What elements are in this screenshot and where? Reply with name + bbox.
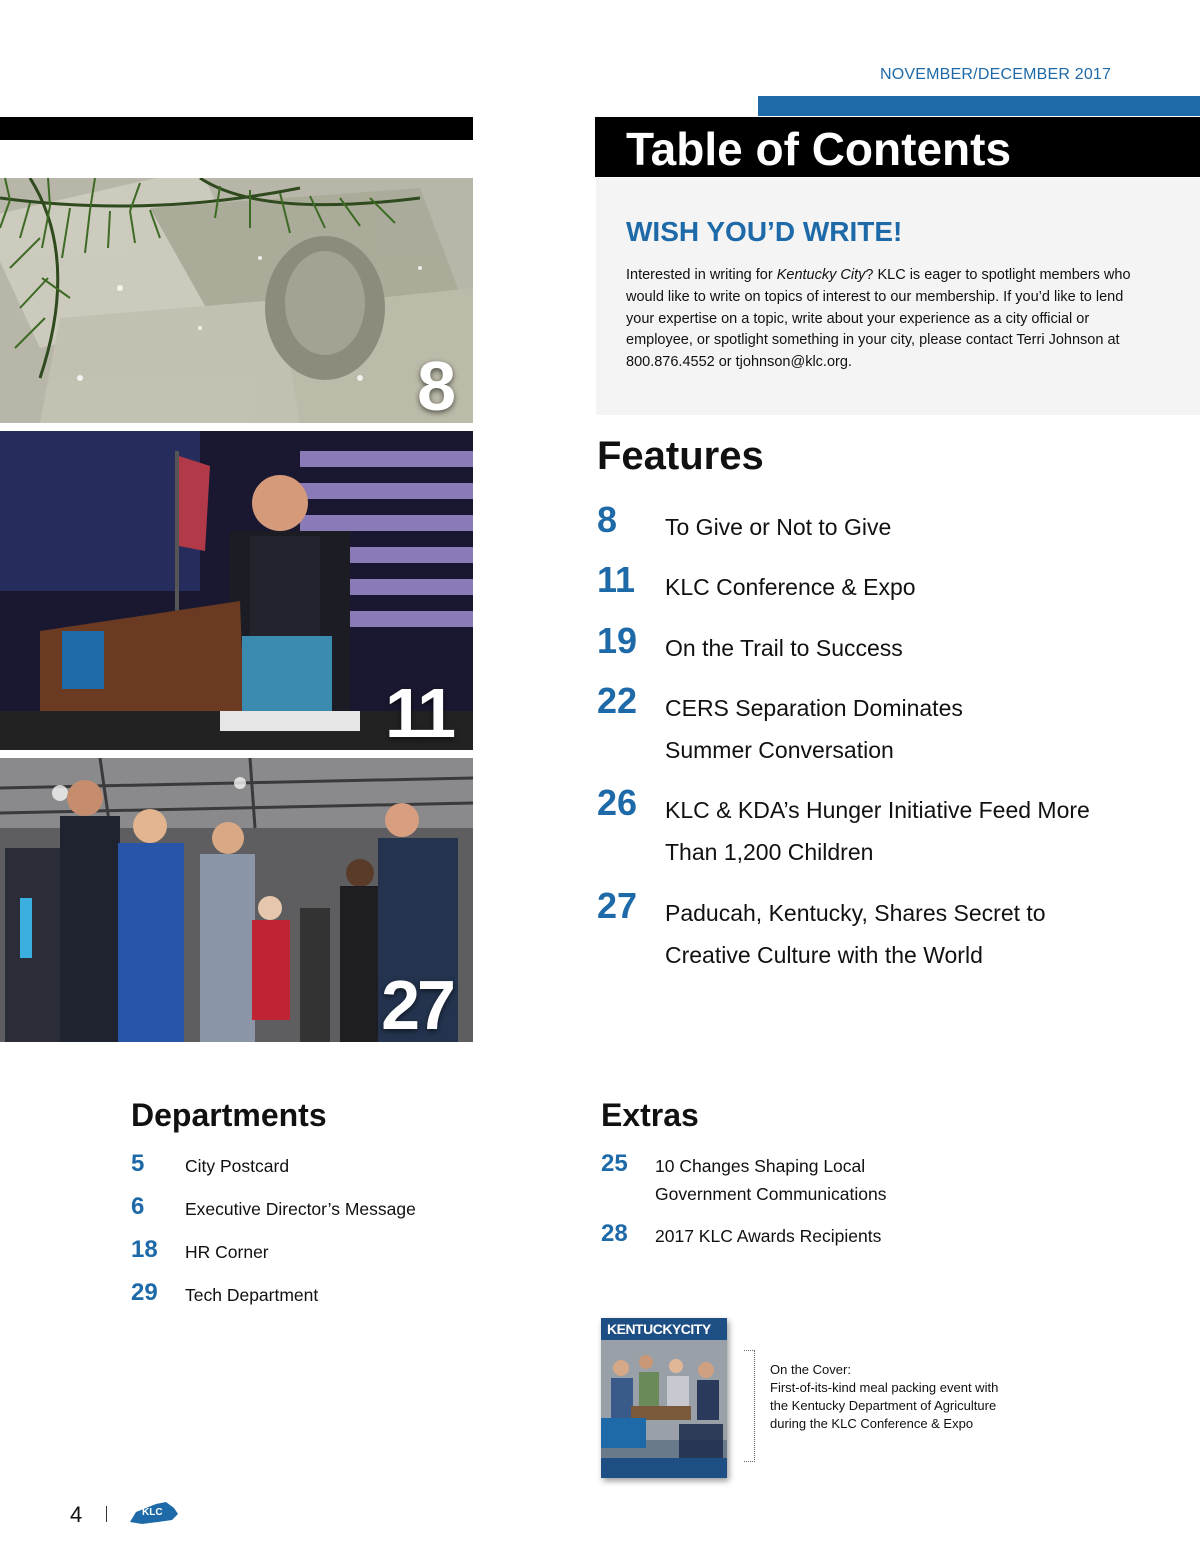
feature-page: 8 bbox=[597, 499, 618, 540]
photo-conference-speaker bbox=[0, 431, 473, 750]
extra-page: 28 bbox=[601, 1220, 628, 1247]
department-page: 29 bbox=[131, 1279, 158, 1306]
extra-page: 25 bbox=[601, 1150, 628, 1177]
features-heading: Features bbox=[597, 434, 764, 478]
left-black-bar bbox=[0, 117, 473, 140]
extra-title-line1: 2017 KLC Awards Recipients bbox=[655, 1226, 882, 1246]
department-page: 6 bbox=[131, 1193, 145, 1220]
extra-item[interactable] bbox=[601, 1150, 961, 1208]
cover-thumbnail[interactable] bbox=[601, 1318, 727, 1478]
wish-magazine-name: Kentucky City bbox=[776, 267, 866, 283]
feature-title: KLC Conference & Expo bbox=[665, 574, 916, 600]
departments-heading: Departments bbox=[131, 1097, 327, 1133]
page-number: 4 bbox=[70, 1502, 83, 1527]
photo-page-number: 8 bbox=[417, 347, 453, 423]
cover-caption bbox=[770, 1361, 1010, 1433]
extra-title-line1: 10 Changes Shaping Local bbox=[655, 1156, 866, 1176]
department-title: Executive Director’s Message bbox=[185, 1199, 416, 1219]
feature-page: 19 bbox=[597, 620, 638, 661]
photo-money-tree bbox=[0, 178, 473, 423]
wish-body-text: ? KLC is eager to spotlight members who would like to write on topics of interest to our membership. If you’d like to lend your expertise on a topic, write about your experience as a city official or employee, or spotlight something in your city, please contact Terri Johnson at 800.876.4552 or tjohnson@klc.org. bbox=[626, 267, 1131, 371]
wish-body bbox=[626, 265, 1146, 374]
department-page: 5 bbox=[131, 1150, 145, 1177]
header-accent-bar bbox=[758, 96, 1200, 116]
department-title: HR Corner bbox=[185, 1242, 269, 1262]
klc-logo-text: KLC bbox=[142, 1507, 163, 1518]
department-item[interactable] bbox=[131, 1279, 491, 1309]
feature-title: Paducah, Kentucky, Shares Secret to Creative Culture with the World bbox=[665, 900, 1046, 968]
photo-crowd-gathering bbox=[0, 758, 473, 1042]
extra-title-line2: Government Communications bbox=[655, 1184, 887, 1204]
cover-caption-bracket bbox=[744, 1350, 755, 1462]
feature-page: 26 bbox=[597, 782, 638, 823]
klc-logo bbox=[128, 1500, 180, 1531]
wish-title: WISH YOU’D WRITE! bbox=[626, 216, 903, 247]
department-title: Tech Department bbox=[185, 1285, 319, 1305]
cover-masthead: KENTUCKYCITY bbox=[607, 1321, 711, 1337]
page-title: Table of Contents bbox=[626, 123, 1012, 175]
feature-title: To Give or Not to Give bbox=[665, 514, 892, 540]
feature-title: On the Trail to Success bbox=[665, 635, 903, 661]
department-page: 18 bbox=[131, 1236, 158, 1263]
cover-caption-text: First-of-its-kind meal packing event with the Kentucky Department of Agriculture during the KLC Conference & Expo bbox=[770, 1380, 999, 1431]
department-item[interactable] bbox=[131, 1150, 491, 1180]
extra-item[interactable] bbox=[601, 1220, 961, 1250]
department-item[interactable] bbox=[131, 1193, 491, 1223]
extras-heading: Extras bbox=[601, 1097, 699, 1133]
feature-title: CERS Separation Dominates Summer Conversation bbox=[665, 695, 963, 763]
feature-page: 22 bbox=[597, 680, 638, 721]
department-title: City Postcard bbox=[185, 1156, 290, 1176]
feature-page: 27 bbox=[597, 885, 638, 926]
feature-title: KLC & KDA’s Hunger Initiative Feed More Than 1,200 Children bbox=[665, 797, 1090, 865]
feature-page: 11 bbox=[597, 559, 636, 600]
cover-caption-label: On the Cover: bbox=[770, 1362, 851, 1377]
photo-page-number: 27 bbox=[381, 966, 453, 1042]
footer-divider bbox=[106, 1506, 107, 1522]
wish-body-text: Interested in writing for bbox=[626, 267, 777, 283]
issue-date: NOVEMBER/DECEMBER 2017 bbox=[880, 66, 1112, 83]
photo-page-number: 11 bbox=[385, 674, 453, 750]
department-item[interactable] bbox=[131, 1236, 491, 1266]
